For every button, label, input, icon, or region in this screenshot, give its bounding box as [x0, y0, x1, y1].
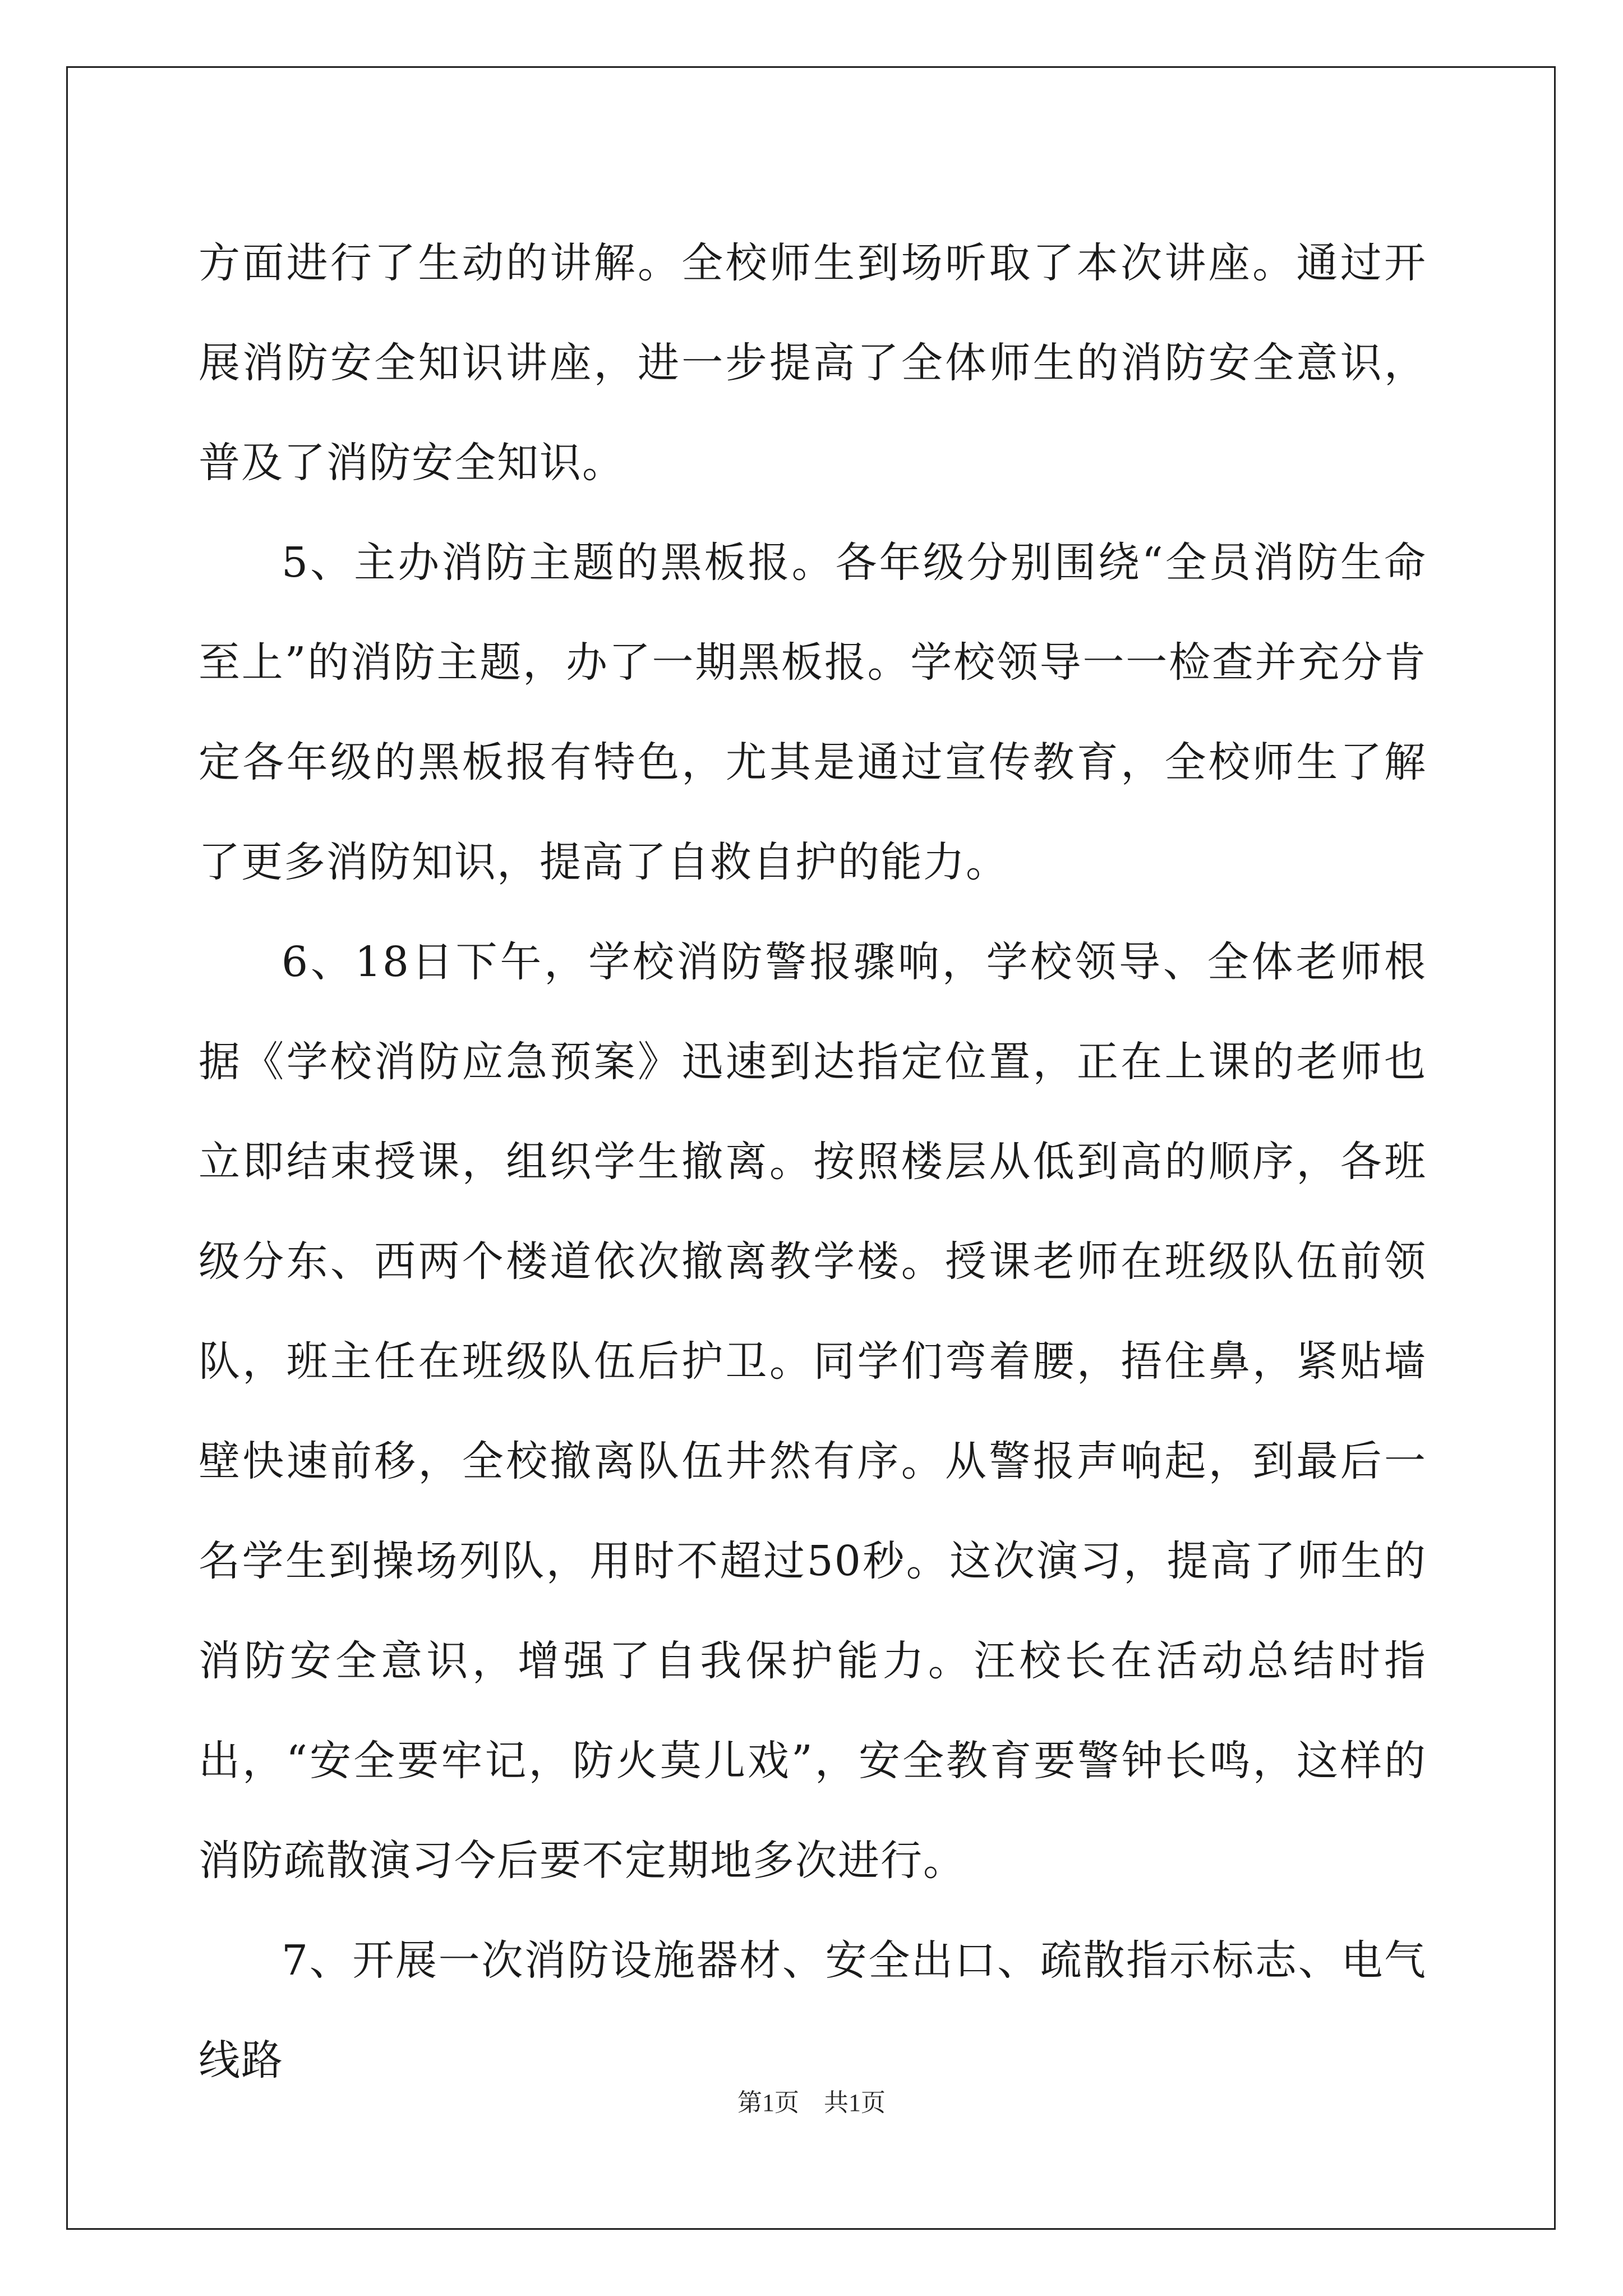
page-number-footer: 第1页 共1页: [737, 2089, 886, 2116]
paragraph-1: 方面进行了生动的讲解。全校师生到场听取了本次讲座。通过开展消防安全知识讲座，进一步提高了全体师生的消防安全意识，普及了消防安全知识。: [199, 239, 1427, 487]
paragraph-3: 6、18日下午，学校消防警报骤响，学校领导、全体老师根据《学校消防应急预案》迅速到达指定位置，正在上课的老师也立即结束授课，组织学生撤离。按照楼层从低到高的顺序，各班级分东、西两个楼道依次撤离教学楼。授课老师在班级队伍前领队，班主任在班级队伍后护卫。同学们弯着腰，捂住鼻，紧贴墙壁快速前移，全校撤离队伍井然有序。从警报声响起，到最后一名学生到操场列队，用时不超过50秒。这次演习，提高了师生的消防安全意识，增强了自我保护能力。汪校长在活动总结时指出，“安全要牢记，防火莫儿戏”，安全教育要警钟长鸣，这样的消防疏散演习今后要不定期地多次进行。: [199, 938, 1427, 1885]
document-body: [199, 213, 1427, 2110]
paragraph-2: 5、主办消防主题的黑板报。各年级分别围绕“全员消防生命至上”的消防主题，办了一期黑板报。学校领导一一检查并充分肯定各年级的黑板报有特色，尤其是通过宣传教育，全校师生了解了更多消防知识，提高了自救自护的能力。: [199, 539, 1427, 886]
paragraph-4: 7、开展一次消防设施器材、安全出口、疏散指示标志、电气线路: [199, 1936, 1427, 2085]
